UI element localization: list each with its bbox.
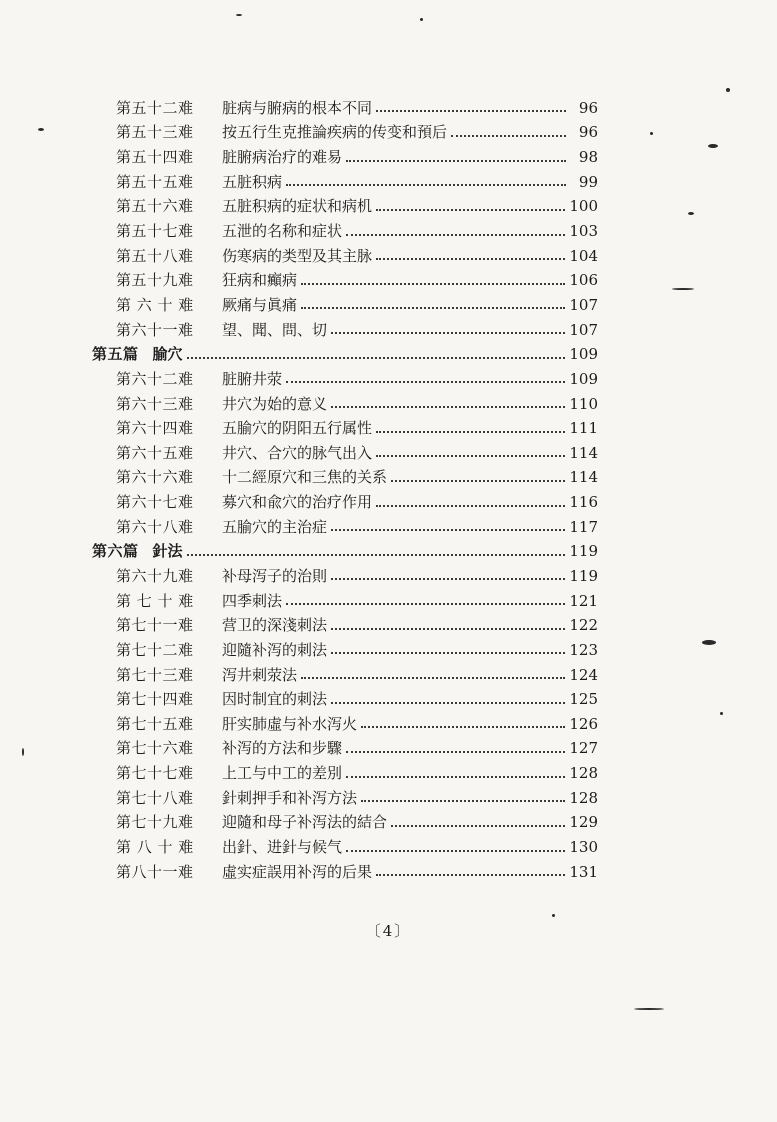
chapter-number: 第八十一难 [116, 862, 194, 881]
page-number: 123 [569, 640, 598, 659]
chapter-title: 募穴和兪穴的治疗作用 [222, 493, 373, 512]
scan-speck [236, 14, 242, 16]
section-number: 第五篇 [92, 345, 139, 364]
toc-entry [92, 96, 598, 121]
leader-dots [361, 800, 565, 802]
chapter-number: 第七十八难 [116, 788, 194, 807]
chapter-title: 五泄的名称和症状 [222, 222, 343, 241]
chapter-number: 第七十二难 [116, 640, 194, 659]
chapter-title: 五腧穴的阴阳五行属性 [222, 419, 373, 438]
chapter-title: 伤寒病的类型及其主脉 [222, 246, 373, 265]
leader-dots [451, 135, 566, 137]
chapter-number: 第六十五难 [116, 443, 194, 462]
leader-dots [391, 480, 565, 482]
page-number: 126 [569, 714, 598, 733]
chapter-title: 补母泻子的治則 [222, 566, 328, 585]
chapter-title: 井穴为始的意义 [222, 394, 328, 413]
scan-speck [720, 712, 723, 715]
toc-entry [92, 515, 598, 540]
scan-speck [634, 1008, 664, 1010]
leader-dots [346, 234, 565, 236]
page-number: 127 [569, 739, 598, 758]
page-number: 104 [569, 246, 598, 265]
chapter-number: 第六十三难 [116, 394, 194, 413]
chapter-title: 五腧穴的主治症 [222, 517, 328, 536]
toc-entry [92, 737, 598, 762]
chapter-title: 迎隨和母子补泻法的結合 [222, 813, 388, 832]
scan-speck [420, 18, 423, 21]
page-number: 110 [569, 394, 598, 413]
chapter-number: 第六十七难 [116, 493, 194, 512]
chapter-number: 第六十九难 [116, 566, 194, 585]
toc-entry [92, 293, 598, 318]
leader-dots [187, 554, 566, 556]
leader-dots [376, 110, 566, 112]
chapter-title: 脏腑病治疗的难易 [222, 148, 343, 167]
chapter-title: 五脏积病 [222, 172, 283, 191]
chapter-title: 出針、进針与候气 [222, 838, 343, 857]
toc-entry [92, 145, 598, 170]
chapter-number: 第六十六难 [116, 468, 194, 487]
leader-dots [346, 160, 566, 162]
toc-entry [92, 811, 598, 836]
toc-entry [92, 860, 598, 885]
chapter-title: 厥痛与眞痛 [222, 295, 298, 314]
section-title: 腧穴 [152, 345, 183, 364]
page-number: 96 [578, 123, 598, 142]
scan-speck [688, 212, 694, 215]
leader-dots [376, 505, 565, 507]
toc-entry [92, 589, 598, 614]
page-number: 107 [569, 320, 598, 339]
scan-speck [708, 144, 718, 148]
leader-dots [331, 529, 565, 531]
chapter-number: 第七十七难 [116, 764, 194, 783]
toc-entry [92, 786, 598, 811]
toc-entry [92, 121, 598, 146]
leader-dots [286, 603, 565, 605]
page-number: 103 [569, 222, 598, 241]
page-number: 119 [569, 542, 598, 561]
chapter-number: 第五十八难 [116, 246, 194, 265]
leader-dots [286, 184, 566, 186]
chapter-title: 迎隨补泻的刺法 [222, 640, 328, 659]
toc-entry [92, 687, 598, 712]
leader-dots [376, 455, 565, 457]
toc-section-heading [92, 342, 598, 367]
leader-dots [376, 874, 565, 876]
chapter-title: 針刺押手和补泻方法 [222, 788, 358, 807]
toc-entry [92, 490, 598, 515]
scan-speck [22, 748, 24, 756]
leader-dots [331, 702, 565, 704]
toc-section-heading [92, 540, 598, 565]
chapter-number: 第五十四难 [116, 148, 194, 167]
chapter-title: 按五行生克推論疾病的传变和預后 [222, 123, 448, 142]
page-number: 114 [569, 468, 598, 487]
page-number: 109 [569, 345, 598, 364]
toc-entry [92, 219, 598, 244]
page-number: 100 [569, 197, 598, 216]
chapter-number: 第六十四难 [116, 419, 194, 438]
scan-speck [650, 132, 653, 135]
leader-dots [361, 726, 565, 728]
chapter-number: 第七十九难 [116, 813, 194, 832]
chapter-title: 虛实症誤用补泻的后果 [222, 862, 373, 881]
chapter-title: 望、聞、問、切 [222, 320, 328, 339]
chapter-number: 第五十三难 [116, 123, 194, 142]
toc-entry [92, 195, 598, 220]
chapter-number: 第五十二难 [116, 98, 194, 117]
chapter-number: 第七十一难 [116, 616, 194, 635]
leader-dots [187, 357, 566, 359]
toc-entry [92, 466, 598, 491]
chapter-title: 肝实肺虛与补水泻火 [222, 714, 358, 733]
chapter-number: 第六十一难 [116, 320, 194, 339]
leader-dots [346, 776, 565, 778]
page-number: 128 [569, 788, 598, 807]
page-number: 117 [569, 517, 598, 536]
chapter-title: 井穴、合穴的脉气出入 [222, 443, 373, 462]
leader-dots [286, 381, 565, 383]
chapter-number: 第五十九难 [116, 271, 194, 290]
chapter-title: 泻井刺荥法 [222, 665, 298, 684]
chapter-number: 第 八 十 难 [116, 838, 194, 857]
toc-entry [92, 170, 598, 195]
chapter-number: 第五十六难 [116, 197, 194, 216]
scan-speck [726, 88, 730, 92]
chapter-title: 补泻的方法和步驟 [222, 739, 343, 758]
toc-entry [92, 564, 598, 589]
page-number: 98 [578, 148, 598, 167]
page-number: 111 [569, 419, 598, 438]
page-number: 114 [569, 443, 598, 462]
chapter-number: 第五十七难 [116, 222, 194, 241]
toc-entry [92, 416, 598, 441]
chapter-title: 四季刺法 [222, 591, 283, 610]
page-number: 116 [569, 493, 598, 512]
leader-dots [331, 628, 565, 630]
leader-dots [376, 209, 565, 211]
toc-entry [92, 712, 598, 737]
chapter-title: 狂病和癲病 [222, 271, 298, 290]
scan-speck [672, 288, 694, 290]
chapter-title: 上工与中工的差別 [222, 764, 343, 783]
leader-dots [376, 258, 565, 260]
table-of-contents [92, 96, 598, 885]
leader-dots [346, 751, 565, 753]
toc-entry [92, 441, 598, 466]
chapter-title: 十二經原穴和三焦的关系 [222, 468, 388, 487]
leader-dots [331, 652, 565, 654]
page-number: 109 [569, 369, 598, 388]
leader-dots [391, 825, 565, 827]
chapter-title: 脏腑井荥 [222, 369, 283, 388]
toc-entry [92, 638, 598, 663]
toc-entry [92, 663, 598, 688]
page-number: 125 [569, 690, 598, 709]
chapter-title: 因时制宜的刺法 [222, 690, 328, 709]
leader-dots [376, 431, 565, 433]
leader-dots [301, 307, 565, 309]
page-number: 129 [569, 813, 598, 832]
chapter-number: 第 六 十 难 [116, 295, 194, 314]
section-title: 針法 [152, 542, 183, 561]
toc-entry [92, 835, 598, 860]
page-number: 122 [569, 616, 598, 635]
toc-entry [92, 392, 598, 417]
chapter-number: 第五十五难 [116, 172, 194, 191]
section-number: 第六篇 [92, 542, 139, 561]
page-number: 131 [569, 862, 598, 881]
leader-dots [301, 283, 565, 285]
chapter-number: 第 七 十 难 [116, 591, 194, 610]
page-number: 107 [569, 295, 598, 314]
page-number: 99 [578, 172, 598, 191]
page-number: 119 [569, 566, 598, 585]
leader-dots [331, 406, 565, 408]
chapter-number: 第七十六难 [116, 739, 194, 758]
page-number: 130 [569, 838, 598, 857]
page-number: 121 [569, 591, 598, 610]
chapter-number: 第七十五难 [116, 714, 194, 733]
chapter-title: 营卫的深淺刺法 [222, 616, 328, 635]
chapter-number: 第七十四难 [116, 690, 194, 709]
leader-dots [346, 850, 565, 852]
chapter-number: 第六十二难 [116, 369, 194, 388]
leader-dots [301, 677, 565, 679]
toc-entry [92, 244, 598, 269]
toc-entry [92, 268, 598, 293]
toc-entry [92, 367, 598, 392]
page-number-footer: 〔4〕 [365, 922, 412, 940]
page-number: 96 [578, 98, 598, 117]
page-number: 128 [569, 764, 598, 783]
chapter-number: 第六十八难 [116, 517, 194, 536]
scan-speck [702, 640, 716, 645]
toc-entry [92, 613, 598, 638]
scan-speck [38, 128, 44, 131]
toc-entry [92, 318, 598, 343]
page-number: 106 [569, 271, 598, 290]
chapter-number: 第七十三难 [116, 665, 194, 684]
toc-entry [92, 761, 598, 786]
leader-dots [331, 578, 565, 580]
chapter-title: 脏病与腑病的根本不同 [222, 98, 373, 117]
page-number: 124 [569, 665, 598, 684]
leader-dots [331, 332, 565, 334]
scan-speck [552, 914, 555, 917]
chapter-title: 五脏积病的症状和病机 [222, 197, 373, 216]
